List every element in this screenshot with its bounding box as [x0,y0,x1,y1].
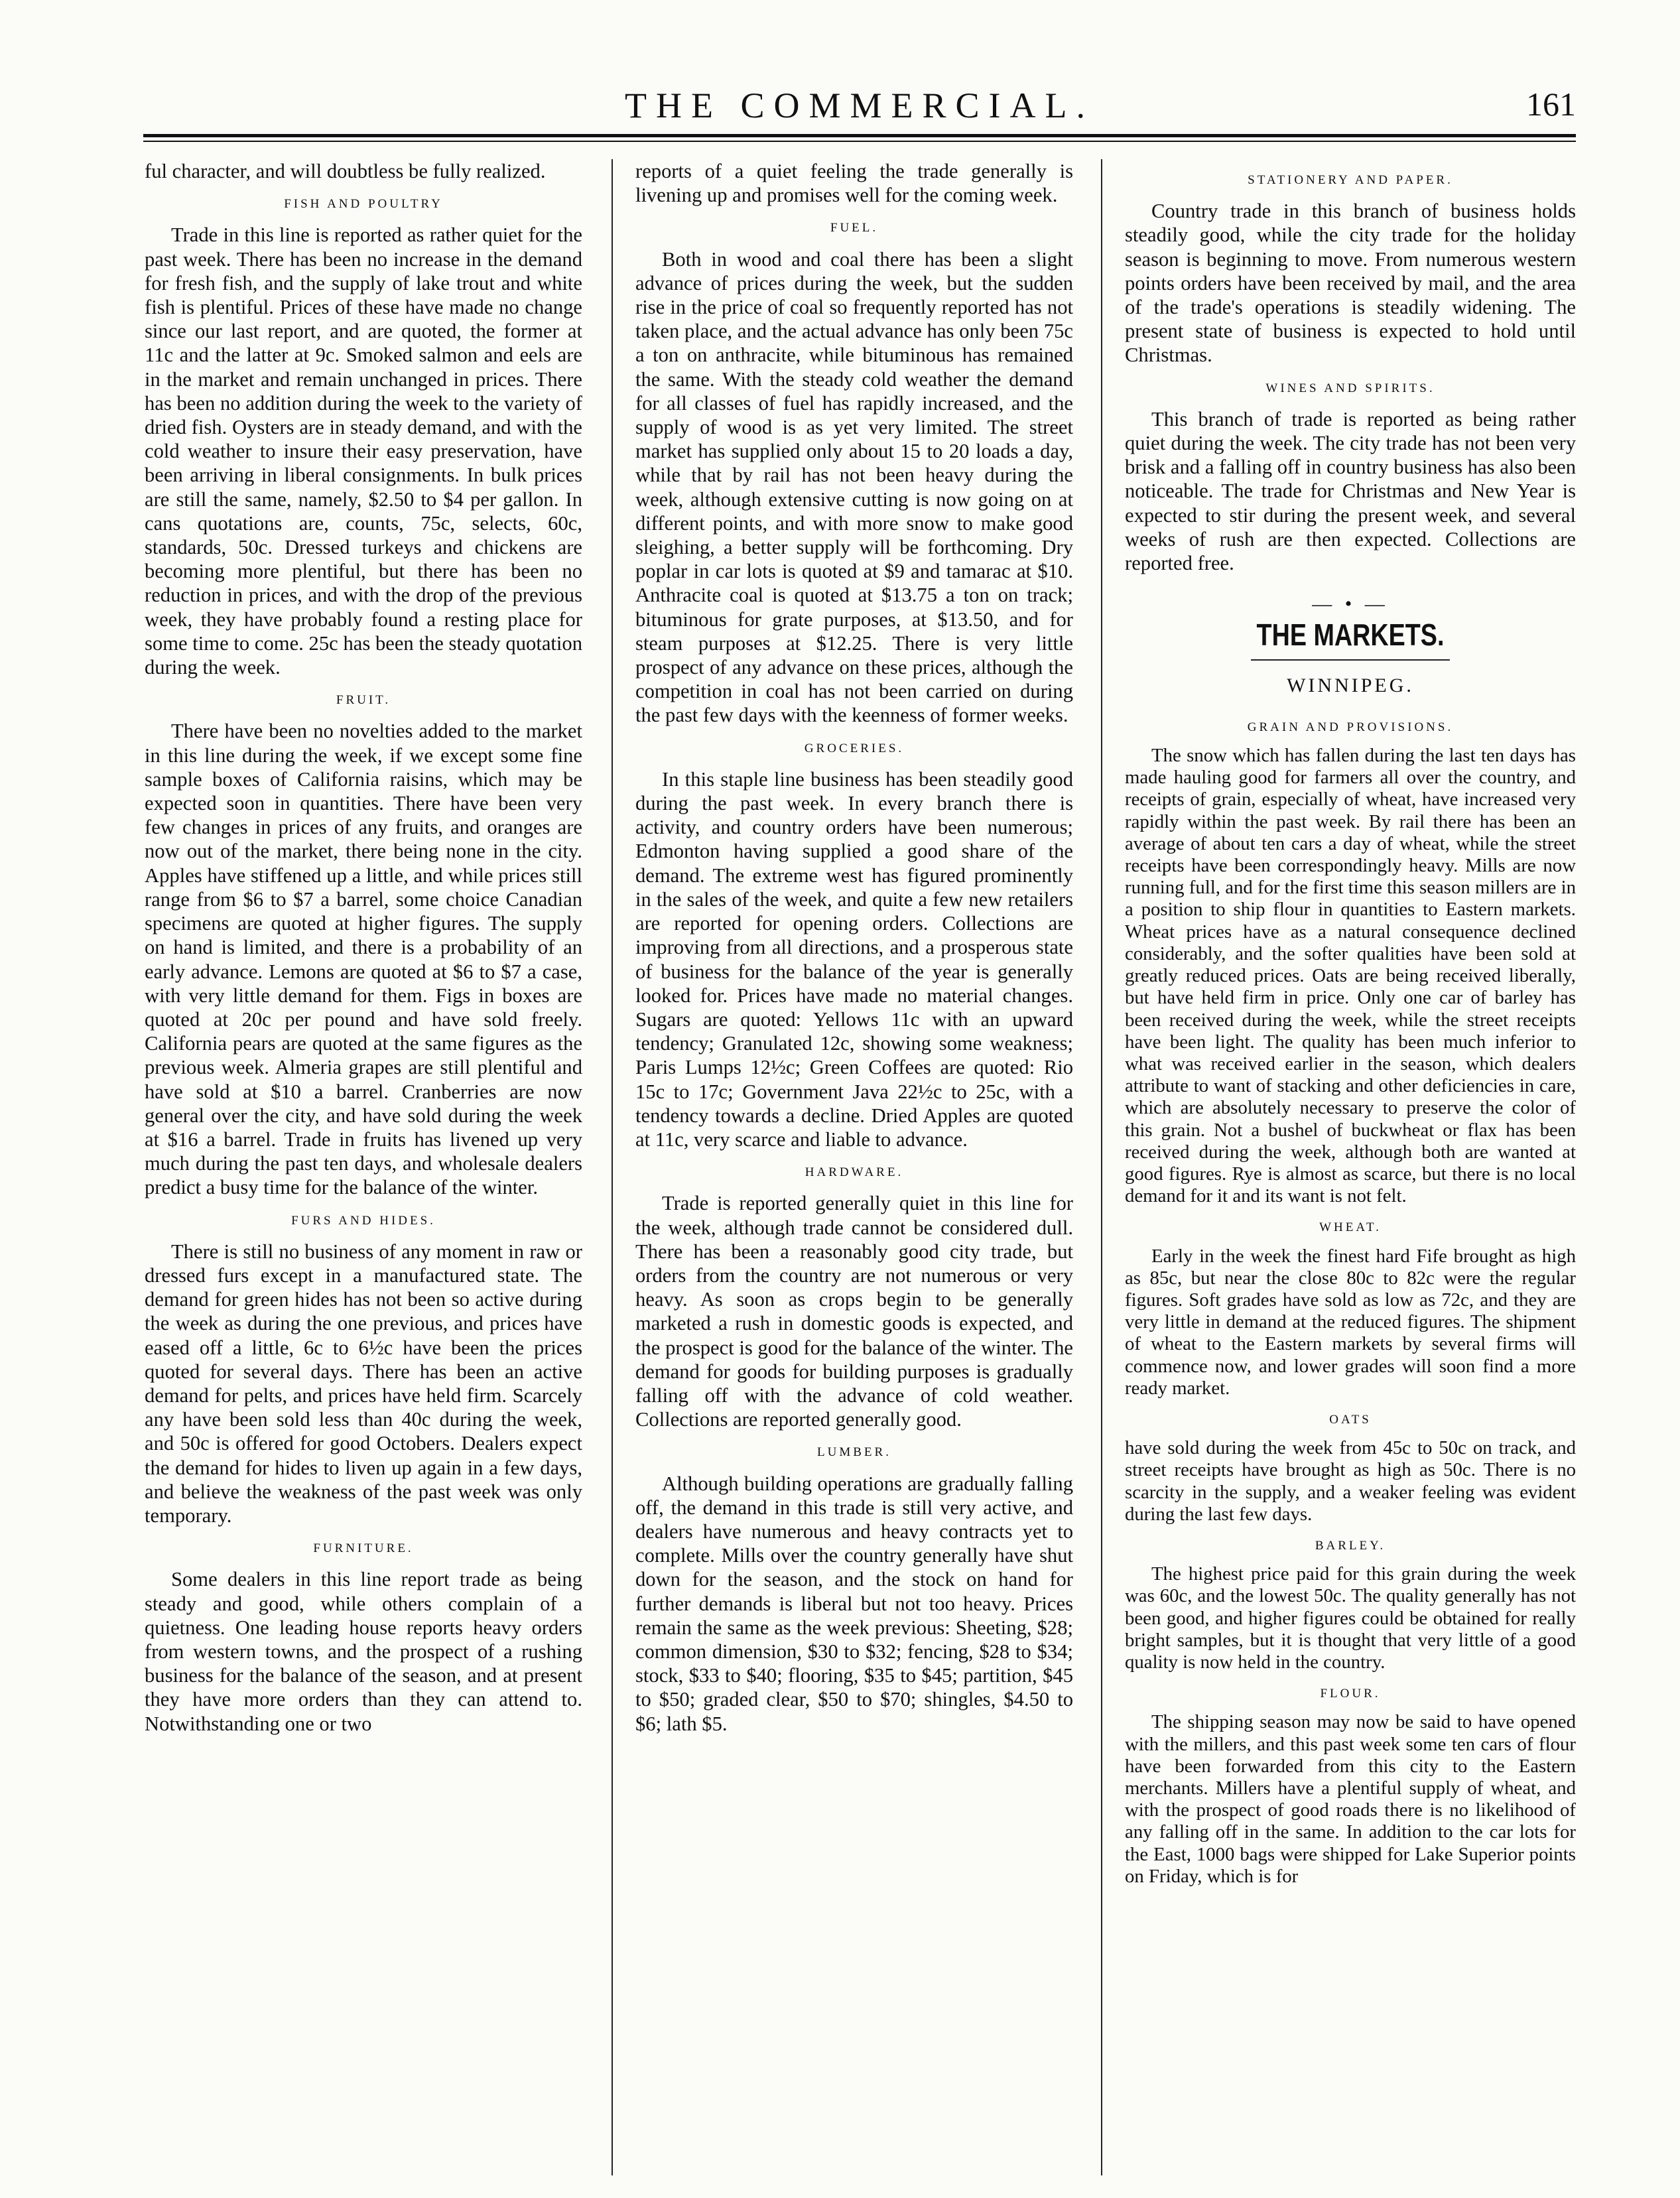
column-2 [635,159,1073,2182]
column-divider [612,159,613,2175]
section-heading-fuel: FUEL. [830,221,879,235]
section-heading-grain-provisions: GRAIN AND PROVISIONS. [1247,720,1454,734]
section-heading-wheat: WHEAT. [1319,1220,1382,1235]
section-heading-groceries: GROCERIES. [804,741,905,755]
paragraph: In this staple line business has been steadily good during the past week. In every branch there is activity, and country orders have been numerous; Edmonton having supplied a good share of the demand. The extreme west has figured prominently in the sales of the week, and quite a few new retailers are reported for opening orders. Collections are improving from all directions, and a prosperous state of business for the balance of the year is generally looked for. Prices have made no material changes. Sugars are quoted: Yellows 11c with an upward tendency; Granulated 12c, showing some weakness; Paris Lumps 12½c; Green Coffees are quoted: Rio 15c to 17c; Government Java 22½c to 25c, with a tendency towards a decline. Dried Apples are quoted at 11c, very scarce and liable to advance. [635,767,1073,1151]
markets-report [1125,716,1576,1888]
paragraph: There is still no business of any moment in raw or dressed furs except in a manufactured state. The demand for green hides has not been so active during the week as during the one previous, and prices have eased off a little, 6c to 6½c have been the prices quoted for several days. There has been an active demand for pelts, and prices have held firm. Scarcely any have been sold less than 40c during the week, and 50c is offered for good Octobers. Dealers expect the demand for hides to liven up again in a few days, and believe the weakness of the past week was only temporary. [145,1240,582,1527]
masthead [143,85,1576,131]
paragraph: The highest price paid for this grain during the week was 60c, and the lowest 50c. The quality generally has not been good, and higher figures could be obtained for really bright samples, but it is thought that very little of a good quality is now held in the country. [1125,1563,1576,1673]
section-heading-wines-spirits: WINES AND SPIRITS. [1265,381,1435,395]
paragraph: Both in wood and coal there has been a slight advance of prices during the week, but the sudden rise in the price of coal so frequently reported has not taken place, and the actual advance has only been 75c a ton on anthracite, while bituminous has remained the same. With the steady cold weather the demand for all classes of fuel has rapidly increased, and the supply of wood is as yet very limited. The street market has supplied only about 15 to 20 loads a day, while that by rail has not been heavy during the week, although extensive cutting is now going on at different points, and with more snow to make good sleighing, a better supply will be forthcoming. Dry poplar in car lots is quoted at $9 and tamarac at $10. Anthracite coal is quoted at $13.75 a ton on track; bituminous for grate purposes, at $13.50, and for steam purposes at $12.25. There is very little prospect of any advance on these prices, although the competition in coal has not been carried on during the past few days with the keenness of former weeks. [635,247,1073,727]
city-heading: WINNIPEG. [1287,674,1414,696]
section-heading-fruit: FRUIT. [336,693,391,708]
column-divider [1101,159,1102,2175]
section-heading-furniture: FURNITURE. [313,1541,414,1556]
header-rule-thin [143,141,1576,142]
paragraph: Trade in this line is reported as rather quiet for the past week. There has been no increase in the demand for fresh fish, and the supply of lake trout and white fish is plentiful. Prices of these have made no change since our last report, and are quoted, the former at 11c and the latter at 9c. Smoked salmon and eels are in the market and remain unchanged in prices. There has been no addition during the week to the variety of dried fish. Oysters are in steady demand, and with the cold weather to insure their easy preservation, have been arriving in liberal consignments. In bulk prices are still the same, namely, $2.50 to $4 per gallon. In cans quotations are, counts, 75c, selects, 60c, standards, 50c. Dressed turkeys and chickens are becoming more plentiful, but there has been no reduction in prices, and with the drop of the previous week, they have probably found a resting place for some time to come. 25c has been the steady quotation during the week. [145,224,582,679]
section-heading-fish-poultry: FISH AND POULTRY [284,197,443,212]
paragraph: The shipping season may now be said to have opened with the millers, and this past week some ten cars of flour have been forwarded from this city to the Eastern merchants. Millers have a plentiful supply of wheat, and with the prospect of good roads there is no likelihood of any falling off in the same. In addition to the car lots for the East, 1000 bags were shipped for Lake Superior points on Friday, which is for [1125,1711,1576,1887]
paragraph: ful character, and will doubtless be fully realized. [145,160,546,182]
title-rule [1251,659,1450,661]
paragraph: Early in the week the finest hard Fife brought as high as 85c, but near the close 80c to 82c were the regular figures. Soft grades have sold as low as 72c, and they are very little in demand at the reduced figures. The shipment of wheat to the Eastern markets by several firms will commence now, and lower grades will soon find a more ready market. [1125,1245,1576,1399]
paragraph: reports of a quiet feeling the trade generally is livening up and promises well for the coming week. [635,160,1073,207]
paragraph: There have been no novelties added to the market in this line during the week, if we except some fine sample boxes of California raisins, which may be expected soon in quantities. There have been very few changes in prices of any fruits, and oranges are now out of the market, there being none in the city. Apples have stiffened up a little, and while prices still range from $6 to $7 a barrel, some choice Canadian specimens are quoted at higher figures. The supply on hand is limited, and there is a probability of an early advance. Lemons are quoted at $6 to $7 a case, with very little demand for them. Figs in boxes are quoted at 20c per pound and have sold freely. California pears are quoted at the same figures as the previous week. Almeria grapes are still plentiful and have sold at $10 a barrel. Cranberries are now general over the city, and have sold during the week at $16 a barrel. Trade in fruits has livened up very much during the past ten days, and wholesale dealers predict a busy time for the balance of the winter. [145,720,582,1199]
section-heading-stationery: STATIONERY AND PAPER. [1248,173,1453,187]
column-3 [1125,159,1576,2182]
section-heading-flour: FLOUR. [1320,1687,1381,1701]
section-heading-oats: OATS [1329,1412,1372,1427]
section-heading-barley: BARLEY. [1315,1538,1386,1553]
paragraph: Although building operations are gradually falling off, the demand in this trade is still very active, and dealers have numerous and heavy contracts yet to complete. Mills over the country generally have shut down for the season, and the stock on hand for further demands is liberal but not too heavy. Prices remain the same as the week previous: Sheeting, $28; common dimension, $30 to $32; fencing, $28 to $34; stock, $33 to $40; flooring, $35 to $45; partition, $45 to $50; graded clear, $50 to $70; shingles, $4.50 to $6; lath $5. [635,1472,1073,1735]
header-rule-thick [143,134,1576,137]
paragraph: have sold during the week from 45c to 50c on track, and street receipts have brought as high as 50c. There is no scarcity in the supply, and a weaker feeling was evident during the last few days. [1125,1437,1576,1525]
paragraph: This branch of trade is reported as being rather quiet during the week. The city trade has not been very brisk and a falling off in country business has also been noticeable. The trade for Christmas and New Year is expected to stir during the present week, and several weeks of rush are then expected. Collections are reported free. [1125,407,1576,575]
section-heading-lumber: LUMBER. [817,1445,891,1460]
publication-title: THE COMMERCIAL. [625,86,1094,125]
paragraph: The snow which has fallen during the last ten days has made hauling good for farmers all over the country, and receipts of grain, especially of wheat, have increased very rapidly within the past week. By rail there has been an average of about ten cars a day of wheat, while the street receipts have been correspondingly heavy. Mills are now running full, and for the first time this season millers are in a position to ship flour in quantities to Eastern markets. Wheat prices have as a natural consequence declined considerably, and the softer qualities have been sold at greatly reduced prices. Oats are being received liberally, but have held firm in price. Only one car of barley has been received during the week, while the street receipts have been light. The quality has been much inferior to what was received earlier in the season, which dealers attribute to want of stacking and other deficiencies in care, which are absolutely necessary to preserve the color of this grain. Not a bushel of buckwheat or flax has been received during the week, although both are wanted at good figures. Rye is almost as scarce, but there is no local demand for it and its want is not felt. [1125,745,1576,1207]
section-heading-furs-hides: FURS AND HIDES. [291,1213,436,1228]
section-heading-hardware: HARDWARE. [805,1165,904,1180]
column-1 [145,159,582,2182]
paragraph: Country trade in this branch of business holds steadily good, while the city trade for the holiday season is beginning to move. From numerous western points orders have been received by mail, and the area of the trade's operations is steadily widening. The present state of business is expected to hold until Christmas. [1125,200,1576,367]
paragraph: Trade is reported generally quiet in this line for the week, although trade cannot be considered dull. There has been a reasonably good city trade, but orders from the country are not numerous or very heavy. As soon as crops begin to be generally marketed a rush in domestic goods is expected, and the prospect is good for the balance of the winter. The demand for goods for building purposes is gradually falling off with the advance of cold weather. Collections are reported generally good. [635,1192,1073,1431]
page-number: 161 [1526,86,1576,123]
paragraph: Some dealers in this line report trade as being steady and good, while others complain of a quietness. One leading house reports heavy orders from western towns, and the prospect of a rushing business for the balance of the season, and at present they have more orders than they can attend to. Notwithstanding one or two [145,1568,582,1735]
ornament-divider: — • — [1312,593,1389,615]
markets-title: THE MARKETS. [1256,617,1445,653]
